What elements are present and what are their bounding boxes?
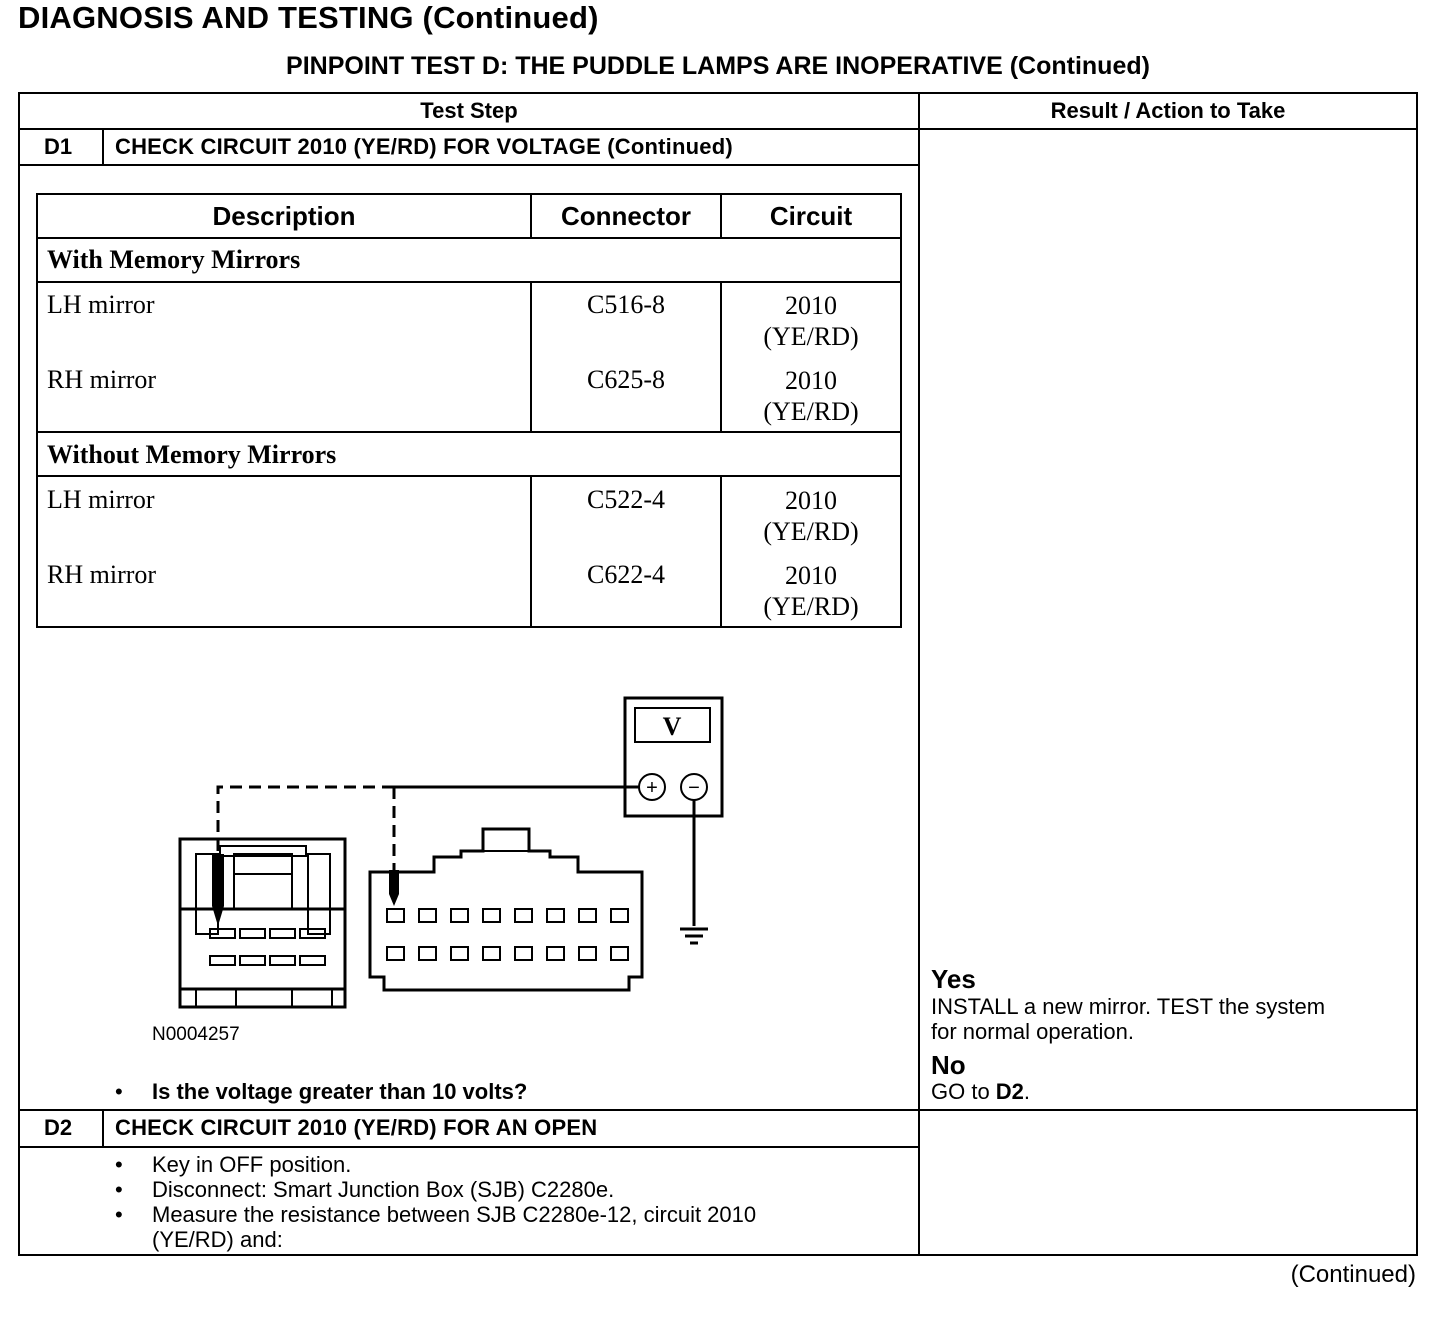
bullet: • — [115, 1202, 123, 1227]
result-yes-line: INSTALL a new mirror. TEST the system — [931, 994, 1326, 1019]
pinpoint-test-table — [18, 92, 1418, 1256]
result-yes-text — [931, 994, 1325, 1044]
continued-label: (Continued) — [1290, 1261, 1416, 1288]
col-description: Description — [212, 201, 356, 231]
row-connector: C622-4 — [587, 560, 665, 589]
pinpoint-test-title: PINPOINT TEST D: THE PUDDLE LAMPS ARE INOPERATIVE (Continued) — [286, 52, 1150, 80]
step-instruction: Disconnect: Smart Junction Box (SJB) C2280e. — [152, 1177, 615, 1202]
circuit-number: 2010 — [785, 291, 837, 320]
row-description: LH mirror — [47, 290, 155, 319]
step-instruction: (YE/RD) and: — [152, 1227, 283, 1252]
dashed-lead — [218, 787, 394, 854]
result-yes-label: Yes — [931, 964, 976, 994]
step-title-divider — [20, 1146, 918, 1148]
group-label: Without Memory Mirrors — [47, 440, 337, 469]
row-description: LH mirror — [47, 485, 155, 514]
meter-label: V — [662, 712, 682, 741]
result-no-label: No — [931, 1050, 966, 1080]
step-title-d1: CHECK CIRCUIT 2010 (YE/RD) FOR VOLTAGE (Continued) — [115, 134, 733, 159]
plus-symbol: + — [646, 777, 658, 799]
bullet: • — [115, 1079, 123, 1104]
result-header: Result / Action to Take — [1050, 98, 1286, 123]
probe-icon — [212, 854, 224, 926]
bullet: • — [115, 1177, 123, 1202]
step-id-d2: D2 — [44, 1115, 73, 1140]
minus-symbol: − — [688, 777, 700, 799]
voltmeter-connector-figure — [20, 94, 918, 1109]
step-id-d1: D1 — [44, 134, 73, 159]
go-to-step-link[interactable]: D2 — [995, 1079, 1024, 1104]
col-connector: Connector — [561, 201, 691, 231]
sjb-connector-icon — [370, 829, 642, 990]
row-description: RH mirror — [47, 365, 157, 394]
column-divider — [918, 94, 920, 1254]
step-instruction: Key in OFF position. — [152, 1152, 352, 1177]
circuit-number: 2010 — [785, 561, 837, 590]
result-no-prefix: GO to — [931, 1079, 996, 1104]
row-description: RH mirror — [47, 560, 157, 589]
step-question: Is the voltage greater than 10 volts? — [152, 1079, 528, 1104]
circuit-color: (YE/RD) — [763, 517, 859, 546]
result-yes-line: for normal operation. — [931, 1019, 1134, 1044]
test-step-header: Test Step — [420, 98, 518, 123]
col-circuit: Circuit — [769, 201, 853, 231]
step-title-d2: CHECK CIRCUIT 2010 (YE/RD) FOR AN OPEN — [115, 1115, 598, 1140]
sjb-pin-row — [387, 909, 628, 960]
circuit-color: (YE/RD) — [763, 397, 859, 426]
figure-id: N0004257 — [152, 1024, 240, 1045]
circuit-number: 2010 — [785, 366, 837, 395]
row-connector: C625-8 — [587, 365, 665, 394]
step-id-divider — [102, 1111, 104, 1146]
group-label: With Memory Mirrors — [47, 245, 301, 274]
row-connector: C516-8 — [587, 290, 665, 319]
circuit-number: 2010 — [785, 486, 837, 515]
row-connector: C522-4 — [587, 485, 665, 514]
probe-icon — [389, 870, 399, 906]
circuit-color: (YE/RD) — [763, 592, 859, 621]
section-title: DIAGNOSIS AND TESTING (Continued) — [18, 0, 599, 35]
step-divider — [20, 1109, 1416, 1111]
result-no-suffix: . — [1023, 1079, 1031, 1104]
result-no-text — [931, 1079, 1030, 1104]
step-instruction: Measure the resistance between SJB C2280e-12, circuit 2010 — [152, 1202, 757, 1227]
bullet: • — [115, 1152, 123, 1177]
circuit-color: (YE/RD) — [763, 322, 859, 351]
mirror-connector-icon — [180, 839, 345, 1007]
